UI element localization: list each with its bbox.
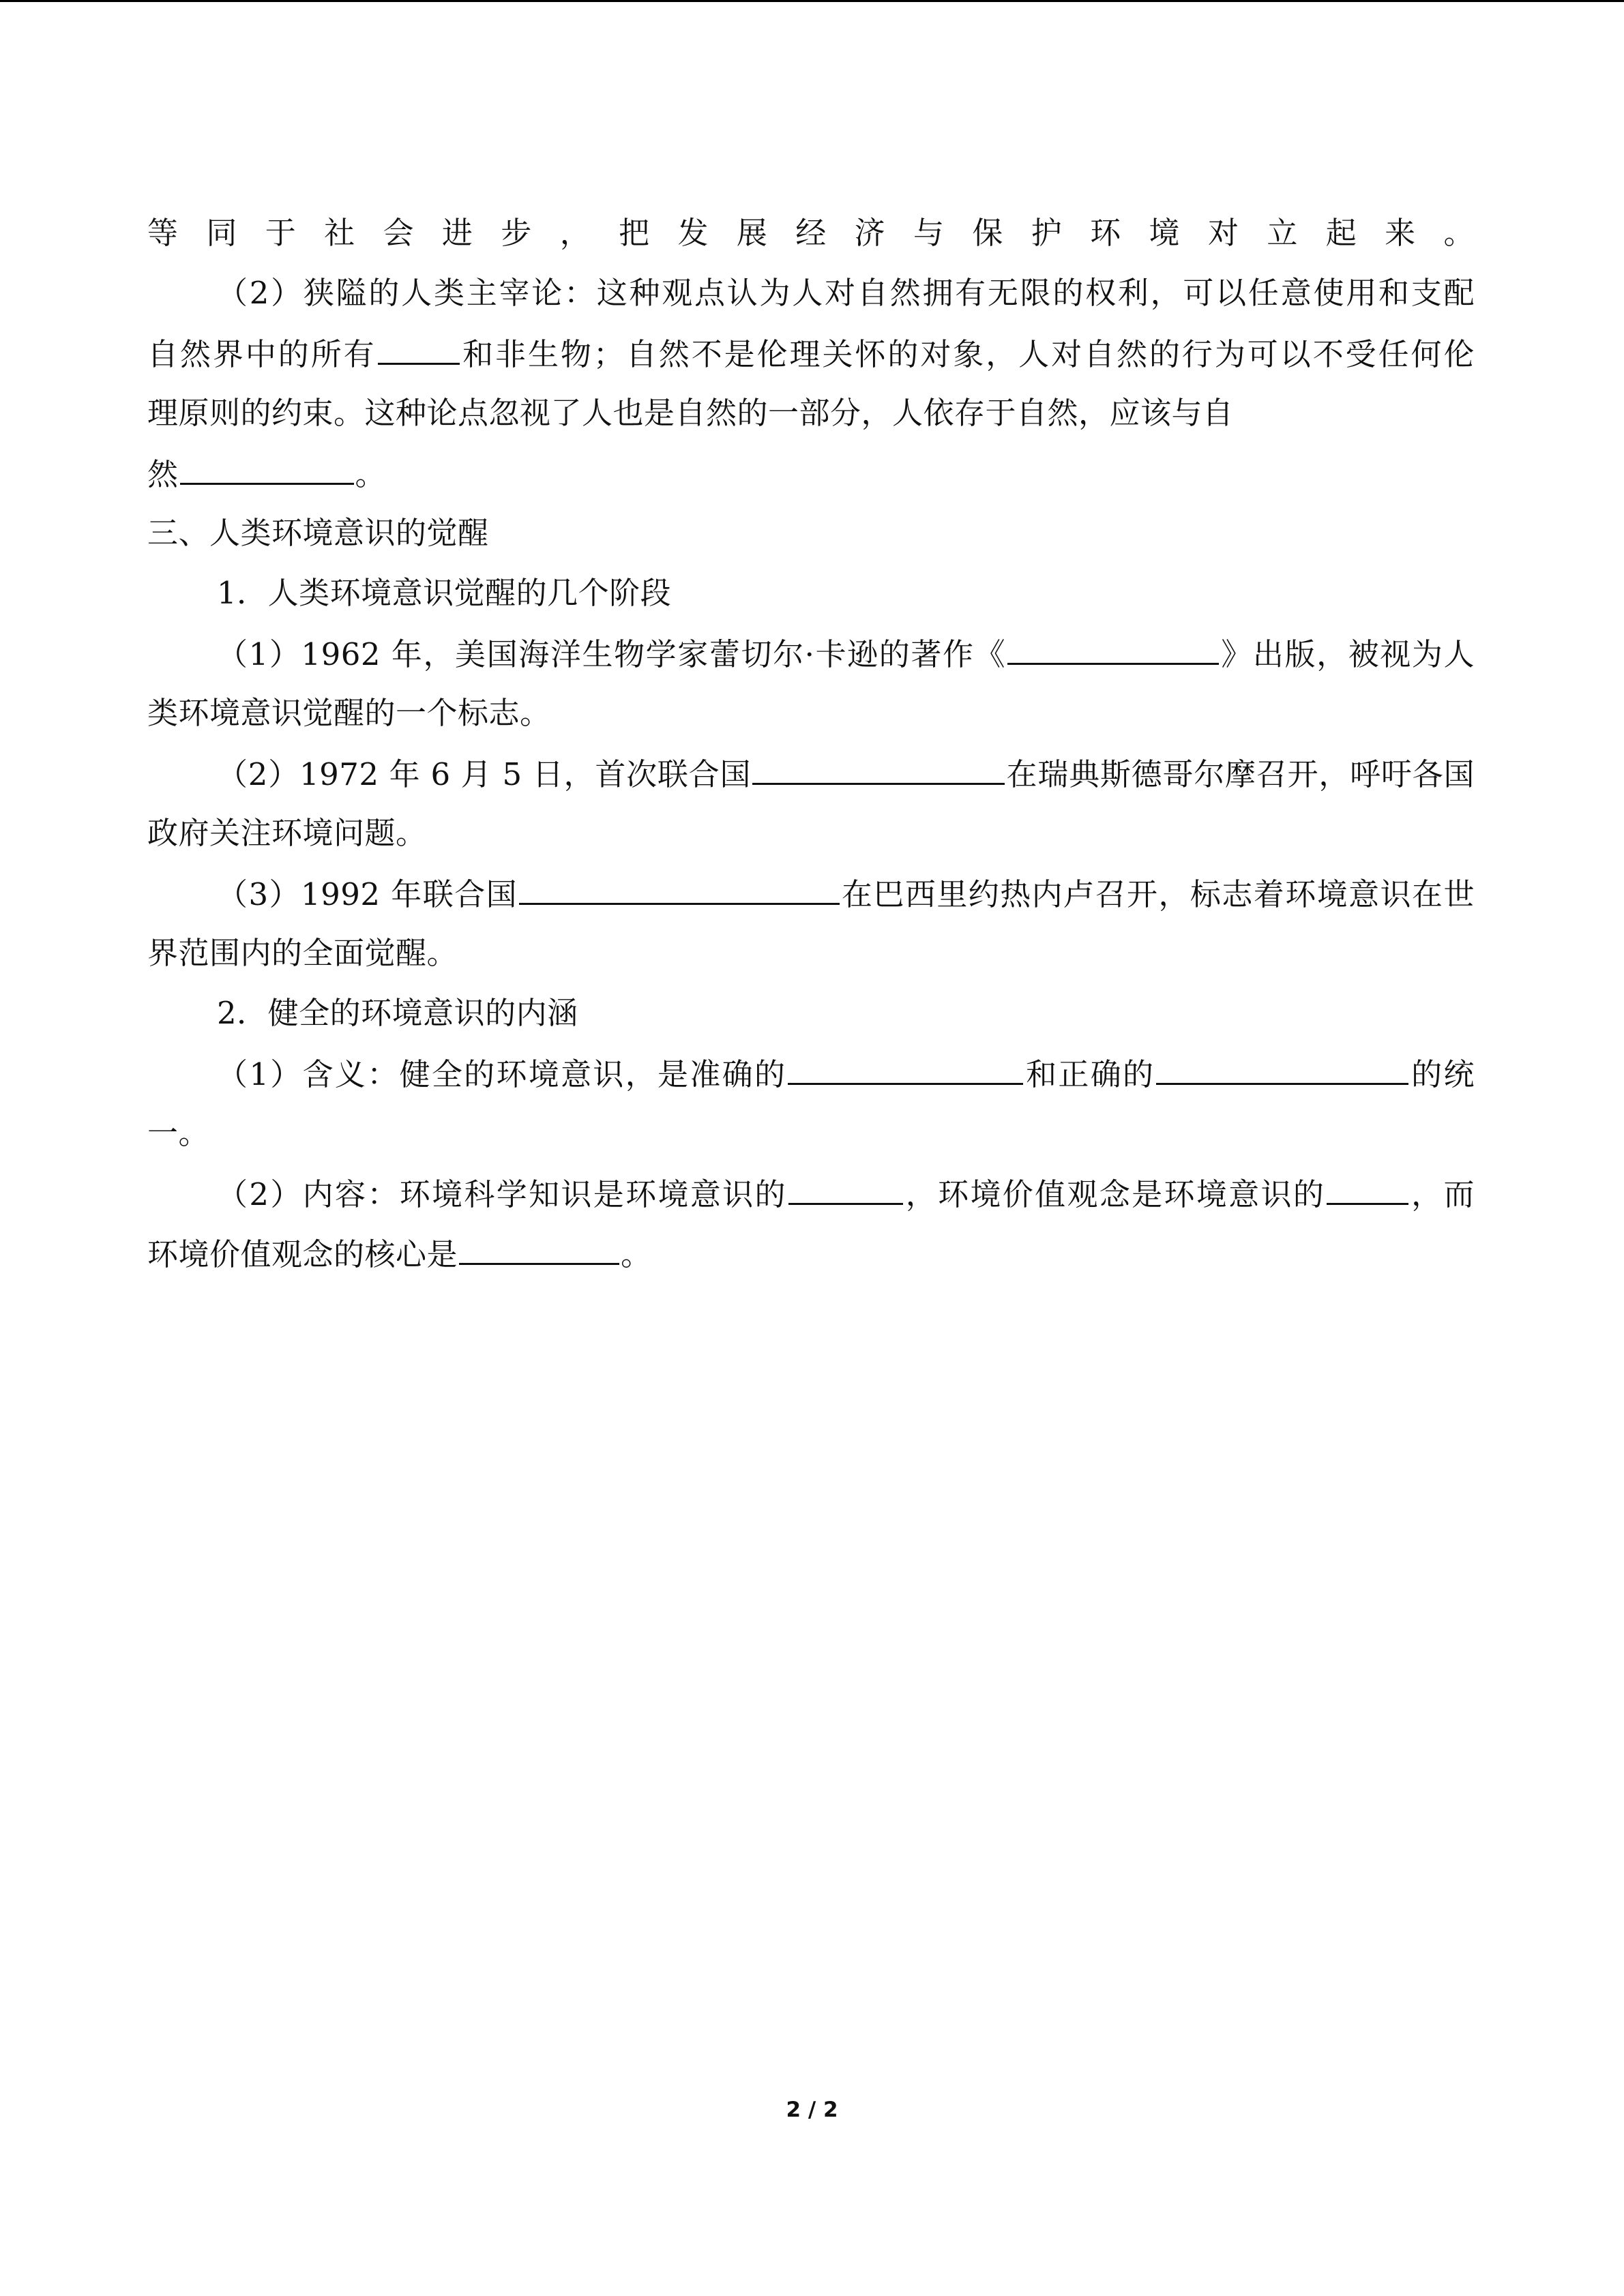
paragraph-line [147,394,1234,432]
paragraph-line [147,1114,209,1152]
text-segment: ，环境价值观念是环境意识的 [904,1176,1326,1212]
text-segment: 政府关注环境问题。 [147,815,427,851]
fill-in-blank[interactable] [752,754,1005,785]
text-segment: 界范围内的全面觉醒。 [147,935,458,971]
text-segment: 》出版，被视为人 [1220,636,1475,672]
text-segment: 。 [355,456,387,492]
paragraph-line [147,334,1475,374]
text-segment: （3）1992 年联合国 [217,876,518,912]
text-segment: 等同于社会进步，把发展经济与保护环境对立起来。 [147,215,1475,251]
text-segment: 和非生物；自然不是伦理关怀的对象，人对自然的行为可以不受任何伦 [460,336,1475,372]
subsection-heading [217,574,671,612]
text-segment: 1．人类环境意识觉醒的几个阶段 [217,575,672,611]
text-segment: 自然界中的所有 [147,336,377,372]
paragraph-line [217,1174,1475,1214]
paragraph-line [147,1234,652,1274]
text-segment: 然 [147,456,179,492]
fill-in-blank[interactable] [788,1054,1023,1085]
fill-in-blank[interactable] [788,1174,903,1205]
paragraph-line [217,874,1475,914]
text-segment: 理原则的约束。这种论点忽视了人也是自然的一部分，人依存于自然，应该与自 [147,395,1234,431]
paragraph-line [147,934,458,972]
text-segment: 类环境意识觉醒的一个标志。 [147,695,551,731]
fill-in-blank[interactable] [1156,1054,1408,1085]
text-segment: 在瑞典斯德哥尔摩召开，呼吁各国 [1006,756,1475,792]
page-number: 2 / 2 [786,2098,838,2122]
text-segment: 一。 [147,1115,210,1151]
text-segment: 三、人类环境意识的觉醒 [147,515,489,551]
fill-in-blank[interactable] [180,454,354,485]
section-heading [147,514,489,552]
subsection-heading [217,994,578,1032]
text-segment: （1）1962 年，美国海洋生物学家蕾切尔·卡逊的著作《 [217,636,1007,672]
text-segment: （2）狭隘的人类主宰论：这种观点认为人对自然拥有无限的权利，可以任意使用和支配 [217,275,1475,311]
fill-in-blank[interactable] [1327,1174,1408,1205]
text-segment: ，而 [1410,1176,1475,1212]
paragraph-line [147,214,1475,252]
fill-in-blank[interactable] [459,1234,619,1265]
text-segment: 的统 [1410,1056,1475,1092]
paragraph-line [217,634,1475,674]
paragraph-line [217,274,1475,312]
text-segment: 在巴西里约热内卢召开，标志着环境意识在世 [841,876,1475,912]
text-segment: 2．健全的环境意识的内涵 [217,995,578,1031]
fill-in-blank[interactable] [519,874,840,905]
text-segment: （1）含义：健全的环境意识，是准确的 [217,1056,787,1092]
paragraph-line [147,694,551,732]
text-segment: 环境价值观念的核心是 [147,1236,458,1272]
text-segment: （2）1972 年 6 月 5 日，首次联合国 [217,756,752,792]
text-segment: 和正确的 [1024,1056,1155,1092]
text-segment: （2）内容：环境科学知识是环境意识的 [217,1176,787,1212]
paragraph-line [147,814,427,852]
paragraph-line [147,454,386,494]
fill-in-blank[interactable] [378,334,460,365]
text-segment: 。 [621,1236,652,1272]
paragraph-line [217,1054,1475,1094]
paragraph-line [217,754,1475,794]
fill-in-blank[interactable] [1007,634,1219,665]
